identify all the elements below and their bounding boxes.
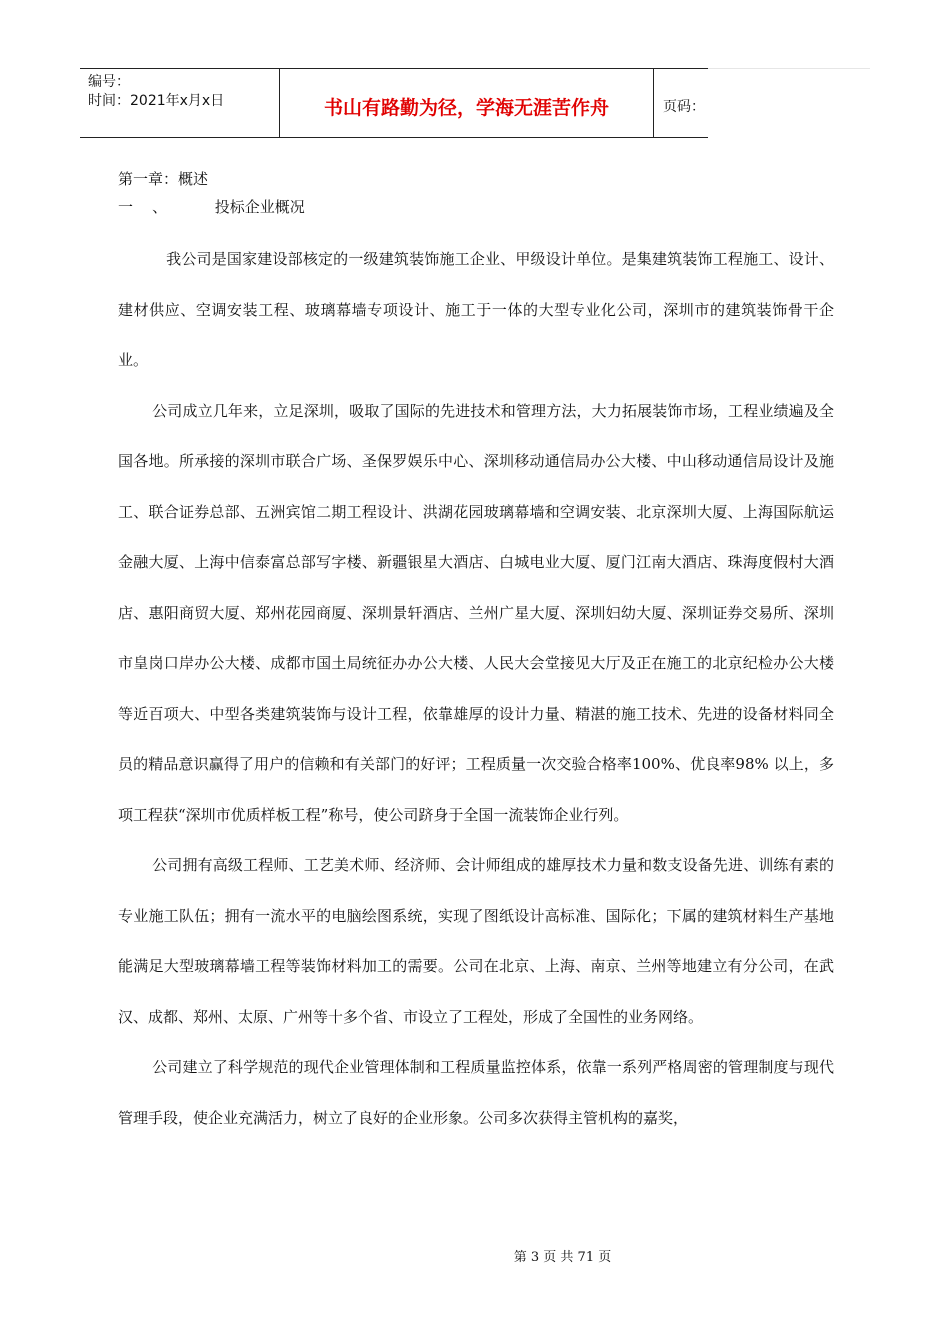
header-page-label: 页码： [663, 99, 705, 115]
paragraph [118, 234, 834, 386]
document-number-label: 编号： [88, 74, 130, 90]
document-date-label: 时间：2021年x月x日 [88, 93, 225, 109]
header-motto: 书山有路勤为径，学海无涯苦作舟 [280, 69, 654, 137]
document-body [118, 166, 834, 1143]
paragraph [118, 840, 834, 1042]
document-header [80, 68, 708, 138]
paragraph-text: 公司拥有高级工程师、工艺美术师、经济师、会计师组成的雄厚技术力量和数支设备先进、训练有素的专业施工队伍；拥有一流水平的电脑绘图系统，实现了图纸设计高标准、国际化；下属的建筑材料生产基地能满足大型玻璃幕墙工程等装饰材料加工的需要。公司在北京、上海、南京、兰州等地建立有分公司，在武汉、成都、郑州、太原、广州等十多个省、市设立了工程处，形成了全国性的业务网络。 [118, 856, 834, 1026]
paragraph [118, 1042, 834, 1143]
section-title: 一 、 投标企业概况 [118, 198, 305, 216]
header-extension-line [708, 68, 870, 69]
paragraph-text: 公司成立几年来，立足深圳，吸取了国际的先进技术和管理方法，大力拓展装饰市场，工程业绩遍及全国各地。所承接的深圳市联合广场、圣保罗娱乐中心、深圳移动通信局办公大楼、中山移动通信局设计及施工、联合证券总部、五洲宾馆二期工程设计、洪湖花园玻璃幕墙和空调安装、北京深圳大厦、上海国际航运金融大厦、上海中信泰富总部写字楼、新疆银星大酒店、白城电业大厦、厦门江南大酒店、珠海度假村大酒店、惠阳商贸大厦、郑州花园商厦、深圳景轩酒店、兰州广星大厦、深圳妇幼大厦、深圳证券交易所、深圳市皇岗口岸办公大楼、成都市国土局统征办办公大楼、人民大会堂接见大厅及正在施工的北京纪检办公大楼等近百项大、中型各类建筑装饰与设计工程，依靠雄厚的设计力量、精湛的施工技术、先进的设备材料同全员的精品意识赢得了用户的信赖和有关部门的好评；工程质量一次交验合格率100%、优良率98% 以上，多项工程获“深圳市优质样板工程”称号，使公司跻身于全国一流装饰企业行列。 [118, 401, 834, 824]
paragraph-text: 公司建立了科学规范的现代企业管理体制和工程质量监控体系，依靠一系列严格周密的管理制度与现代管理手段，使企业充满活力，树立了良好的企业形象。公司多次获得主管机构的嘉奖， [118, 1058, 834, 1127]
header-meta [80, 69, 280, 137]
chapter-title: 第一章：概述 [118, 170, 209, 188]
paragraph [118, 386, 834, 841]
page-footer: 第 3 页 共 71 页 [513, 1250, 612, 1265]
paragraph-text: 我公司是国家建设部核定的一级建筑装饰施工企业、甲级设计单位。是集建筑装饰工程施工、设计、建材供应、空调安装工程、玻璃幕墙专项设计、施工于一体的大型专业化公司，深圳市的建筑装饰骨干企业。 [118, 250, 834, 369]
